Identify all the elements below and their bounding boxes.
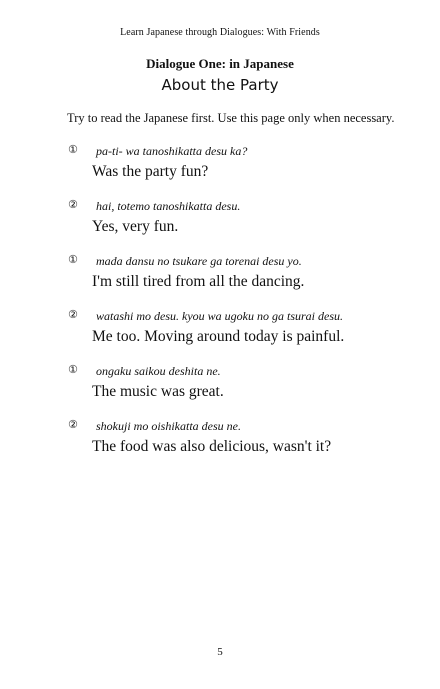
speaker-marker: ① xyxy=(68,363,78,376)
section-title: About the Party xyxy=(161,76,279,94)
romaji-text: mada dansu no tsukare ga torenai desu yo. xyxy=(96,254,302,268)
dialogue-line xyxy=(0,143,440,198)
romaji-text: ongaku saikou deshita ne. xyxy=(96,364,221,378)
speaker-marker: ① xyxy=(68,253,78,266)
page-number: 5 xyxy=(217,646,223,658)
instruction-text: Try to read the Japanese first. Use this page only when necessary. xyxy=(67,111,395,125)
speaker-marker: ② xyxy=(68,198,78,211)
dialogue-line xyxy=(0,363,440,418)
speaker-marker: ② xyxy=(68,418,78,431)
english-translation: I'm still tired from all the dancing. xyxy=(92,273,305,290)
dialogue-line xyxy=(0,253,440,308)
romaji-text: shokuji mo oishikatta desu ne. xyxy=(96,419,241,433)
romaji-text: pa-ti- wa tanoshikatta desu ka? xyxy=(96,144,248,158)
english-translation: The food was also delicious, wasn't it? xyxy=(92,438,332,455)
dialogue-line xyxy=(0,418,440,473)
running-header: Learn Japanese through Dialogues: With Friends xyxy=(120,27,320,38)
speaker-marker: ① xyxy=(68,143,78,156)
english-translation: The music was great. xyxy=(92,383,224,400)
romaji-text: hai, totemo tanoshikatta desu. xyxy=(96,199,241,213)
english-translation: Yes, very fun. xyxy=(92,218,179,235)
english-translation: Was the party fun? xyxy=(92,163,209,180)
dialogue-line xyxy=(0,198,440,253)
dialogue-list xyxy=(0,143,440,473)
speaker-marker: ② xyxy=(68,308,78,321)
romaji-text: watashi mo desu. kyou wa ugoku no ga tsurai desu. xyxy=(96,309,343,323)
chapter-title: Dialogue One: in Japanese xyxy=(146,56,294,71)
dialogue-line xyxy=(0,308,440,363)
english-translation: Me too. Moving around today is painful. xyxy=(92,328,345,345)
